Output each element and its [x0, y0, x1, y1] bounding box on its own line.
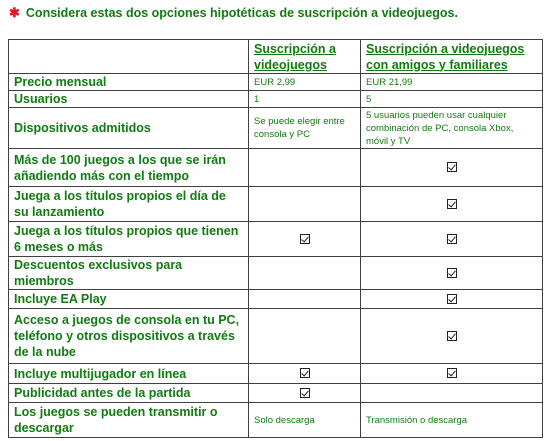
option-a-check-cell — [249, 384, 361, 403]
table-row — [9, 74, 543, 91]
table-row — [9, 364, 543, 384]
option-b-check-cell — [361, 149, 543, 187]
checkbox-checked-icon — [447, 162, 457, 172]
table-row — [9, 384, 543, 403]
header-option-b: Suscripción a videojuegos con amigos y familiares — [361, 40, 543, 74]
required-asterisk-icon: ✱ — [9, 5, 20, 20]
option-b-value: Transmisión o descarga — [361, 403, 543, 438]
option-a-check-cell — [249, 187, 361, 222]
checkbox-checked-icon — [447, 368, 457, 378]
checkbox-checked-icon — [447, 234, 457, 244]
row-label: Usuarios — [9, 91, 249, 108]
option-a-value: Se puede elegir entre consola y PC — [249, 108, 361, 149]
option-b-check-cell — [361, 187, 543, 222]
option-b-value: 5 usuarios pueden usar cualquier combinación de PC, consola Xbox, móvil y TV — [361, 108, 543, 149]
option-a-check-cell — [249, 364, 361, 384]
table-row — [9, 149, 543, 187]
checkbox-checked-icon — [300, 388, 310, 398]
checkbox-checked-icon — [447, 331, 457, 341]
row-label: Precio mensual — [9, 74, 249, 91]
table-header-row — [9, 40, 543, 74]
row-label: Dispositivos admitidos — [9, 108, 249, 149]
heading-text: Considera estas dos opciones hipotéticas de suscripción a videojuegos. — [25, 6, 458, 20]
table-row — [9, 108, 543, 149]
table-row — [9, 187, 543, 222]
table-row — [9, 91, 543, 108]
comparison-table — [8, 39, 543, 438]
checkbox-checked-icon — [447, 268, 457, 278]
option-b-check-cell — [361, 257, 543, 290]
option-a-check-cell — [249, 222, 361, 257]
option-a-value: 1 — [249, 91, 361, 108]
checkbox-checked-icon — [447, 199, 457, 209]
table-row — [9, 309, 543, 364]
row-label: Juega a los títulos propios el día de su lanzamiento — [9, 187, 249, 222]
row-label: Juega a los títulos propios que tienen 6 meses o más — [9, 222, 249, 257]
table-row — [9, 222, 543, 257]
row-label: Publicidad antes de la partida — [9, 384, 249, 403]
table-row — [9, 257, 543, 290]
option-b-check-cell — [361, 222, 543, 257]
option-b-check-cell — [361, 290, 543, 309]
header-option-a: Suscripción a videojuegos — [249, 40, 361, 74]
row-label: Acceso a juegos de consola en tu PC, teléfono y otros dispositivos a través de la nube — [9, 309, 249, 364]
table-row — [9, 290, 543, 309]
page-heading — [9, 5, 458, 21]
row-label: Los juegos se pueden transmitir o descargar — [9, 403, 249, 438]
option-b-value: 5 — [361, 91, 543, 108]
option-a-check-cell — [249, 257, 361, 290]
row-label: Descuentos exclusivos para miembros — [9, 257, 249, 290]
option-a-value: Solo descarga — [249, 403, 361, 438]
option-a-check-cell — [249, 149, 361, 187]
checkbox-checked-icon — [300, 234, 310, 244]
option-a-value: EUR 2,99 — [249, 74, 361, 91]
row-label: Más de 100 juegos a los que se irán añadiendo más con el tiempo — [9, 149, 249, 187]
option-a-check-cell — [249, 290, 361, 309]
option-b-check-cell — [361, 309, 543, 364]
header-empty-cell — [9, 40, 249, 74]
row-label: Incluye multijugador en línea — [9, 364, 249, 384]
checkbox-checked-icon — [300, 368, 310, 378]
option-a-check-cell — [249, 309, 361, 364]
option-b-value: EUR 21,99 — [361, 74, 543, 91]
option-b-check-cell — [361, 384, 543, 403]
option-b-check-cell — [361, 364, 543, 384]
table-row — [9, 403, 543, 438]
checkbox-checked-icon — [447, 294, 457, 304]
row-label: Incluye EA Play — [9, 290, 249, 309]
